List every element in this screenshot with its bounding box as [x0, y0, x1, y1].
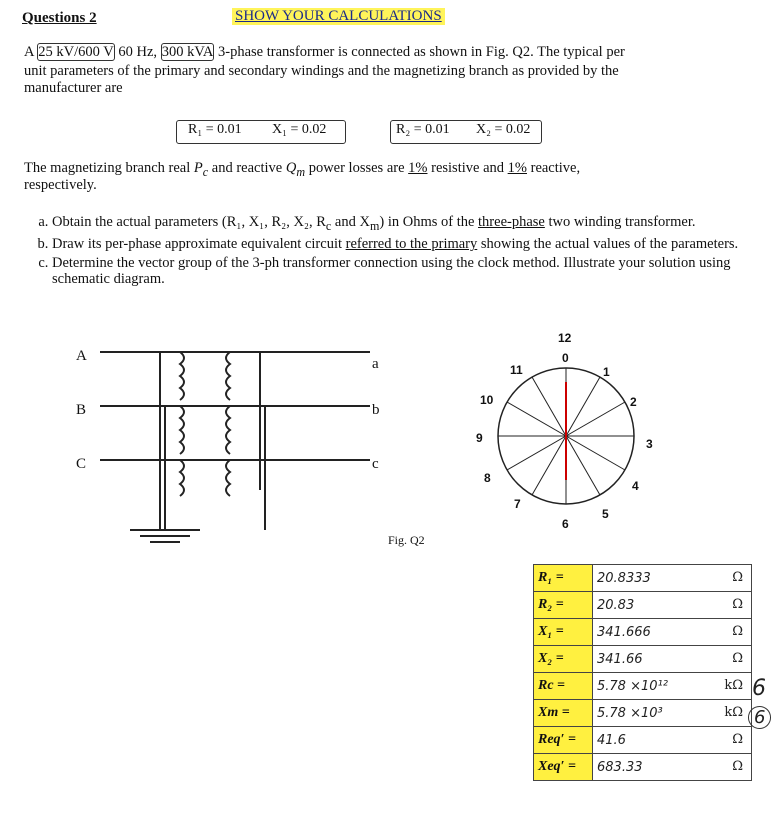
clock-label-2: 2 — [630, 395, 637, 409]
secondary-label-b: b — [372, 402, 380, 418]
clock-label-9: 9 — [476, 431, 483, 445]
losses-text: reactive, — [530, 160, 581, 176]
instruction-banner: SHOW YOUR CALCULATIONS — [232, 8, 445, 25]
loss-percent-reactive: 1% — [507, 160, 527, 176]
table-row: Rc = 5.78 ×10¹² kΩ — [534, 673, 752, 700]
question-list — [24, 214, 768, 290]
param-r1: R₁ = 0.01 — [188, 122, 242, 137]
section-title: Questions 2 — [22, 10, 97, 26]
param-x1: X₁ = 0.02 — [272, 122, 327, 137]
answer-table — [533, 564, 752, 781]
problem-line-3: manufacturer are — [24, 80, 123, 96]
primary-label-c: C — [76, 456, 87, 472]
clock-label-10: 10 — [480, 393, 494, 407]
qm-symbol: $Q_m$ — [285, 160, 306, 179]
clock-label-1: 1 — [603, 365, 610, 379]
table-row: R₁ = 20.8333 Ω — [534, 565, 752, 592]
table-row: Xm = 5.78 ×10³ kΩ — [534, 700, 752, 727]
clock-label-7: 7 — [514, 497, 521, 511]
table-row: Req′ = 41.6 Ω — [534, 727, 752, 754]
clock-label-6: 6 — [562, 517, 569, 531]
secondary-label-c: c — [372, 456, 379, 472]
clock-label-8: 8 — [484, 471, 491, 485]
grade-mark: 6 — [752, 676, 766, 701]
problem-text: 3-phase transformer is connected as shown in Fig. Q2. The typical per — [218, 44, 625, 60]
clock-diagram — [470, 330, 670, 540]
question-c: c. Determine the vector group of the 3-ph transformer connection using the clock method. Illustrate your solution using schematic diagram. — [52, 255, 768, 288]
table-row: Xeq′ = 683.33 Ω — [534, 754, 752, 781]
clock-label-3: 3 — [646, 437, 653, 451]
losses-text: power losses are — [308, 160, 405, 176]
problem-line-1 — [24, 44, 754, 61]
table-row: R₂ = 20.83 Ω — [534, 592, 752, 619]
param-r2: R₂ = 0.01 — [396, 122, 450, 137]
pc-symbol: $P_c$ — [193, 160, 209, 179]
losses-line-2: respectively. — [24, 177, 97, 193]
table-row: X₂ = 341.66 Ω — [534, 646, 752, 673]
primary-label-b: B — [76, 402, 87, 418]
frequency: 60 Hz, — [118, 44, 158, 60]
question-a: a. Obtain the actual parameters (R₁, X₁, R₂, X₂, $R_c$ and $X_m$) in Ohms of the three-phase two winding transformer. — [52, 214, 768, 234]
clock-label-12: 12 — [558, 331, 572, 345]
clock-label-5: 5 — [602, 507, 609, 521]
primary-label-a: A — [76, 348, 87, 364]
table-row: X₁ = 341.666 Ω — [534, 619, 752, 646]
transformer-diagram — [0, 330, 500, 550]
clock-label-0: 0 — [562, 351, 569, 365]
question-b: b. Draw its per-phase approximate equivalent circuit referred to the primary showing the actual values of the parameters. — [52, 236, 768, 253]
figure-caption: Fig. Q2 — [388, 533, 425, 547]
losses-text: and reactive — [211, 160, 283, 176]
loss-percent-resistive: 1% — [408, 160, 428, 176]
voltage-rating: 25 kV/600 V — [38, 44, 114, 60]
power-rating: 300 kVA — [161, 44, 214, 60]
secondary-label-a: a — [372, 356, 379, 372]
clock-label-4: 4 — [632, 479, 639, 493]
param-x2: X₂ = 0.02 — [476, 122, 531, 137]
clock-label-11: 11 — [510, 363, 523, 377]
problem-line-2: unit parameters of the primary and secondary windings and the magnetizing branch as provided by the — [24, 63, 619, 79]
losses-text: The magnetizing branch real — [24, 160, 191, 176]
grade-mark-circled: 6 — [748, 706, 771, 729]
losses-text: resistive and — [431, 160, 505, 176]
lead-word: A — [24, 44, 34, 60]
